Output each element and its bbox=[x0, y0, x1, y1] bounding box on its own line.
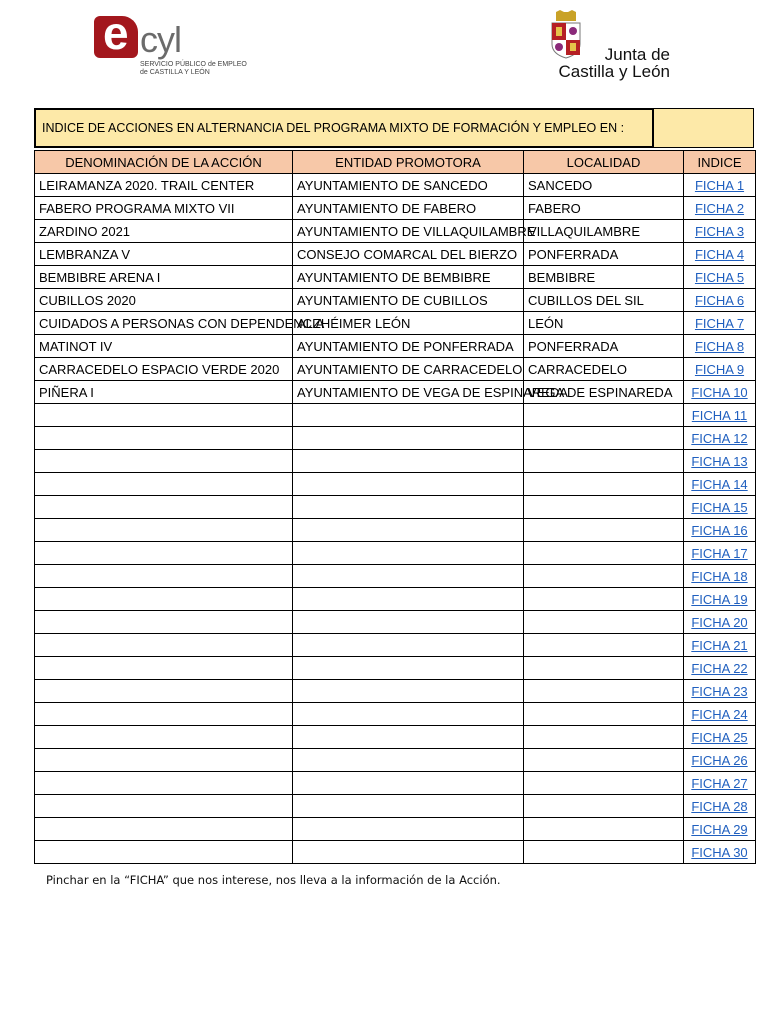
table-row bbox=[35, 680, 756, 703]
cell-denominacion bbox=[35, 519, 293, 542]
cell-denominacion: LEIRAMANZA 2020. TRAIL CENTER bbox=[35, 174, 293, 197]
cell-localidad bbox=[524, 450, 684, 473]
cell-denominacion: BEMBIBRE ARENA I bbox=[35, 266, 293, 289]
cell-entidad: AYUNTAMIENTO DE BEMBIBRE bbox=[293, 266, 524, 289]
cell-entidad: AYUNTAMIENTO DE FABERO bbox=[293, 197, 524, 220]
ficha-link[interactable]: FICHA 6 bbox=[694, 292, 745, 308]
cell-localidad bbox=[524, 657, 684, 680]
ecyl-logo bbox=[94, 7, 247, 84]
ficha-link[interactable]: FICHA 8 bbox=[694, 338, 745, 354]
ficha-link[interactable]: FICHA 3 bbox=[694, 223, 745, 239]
cell-denominacion bbox=[35, 450, 293, 473]
ficha-link[interactable]: FICHA 10 bbox=[691, 384, 748, 400]
table-row bbox=[35, 611, 756, 634]
header-localidad: LOCALIDAD bbox=[524, 151, 684, 174]
cell-denominacion bbox=[35, 611, 293, 634]
cell-indice bbox=[684, 220, 756, 243]
cell-denominacion bbox=[35, 542, 293, 565]
ficha-link[interactable]: FICHA 16 bbox=[691, 522, 748, 538]
table-row bbox=[35, 795, 756, 818]
cell-indice bbox=[684, 565, 756, 588]
ficha-link[interactable]: FICHA 24 bbox=[691, 706, 748, 722]
cell-indice bbox=[684, 427, 756, 450]
cell-denominacion: ZARDINO 2021 bbox=[35, 220, 293, 243]
cell-entidad: AYUNTAMIENTO DE VILLAQUILAMBRE bbox=[293, 220, 524, 243]
ficha-link[interactable]: FICHA 23 bbox=[691, 683, 748, 699]
cell-entidad bbox=[293, 404, 524, 427]
ecyl-logo-glyph: e bbox=[103, 7, 129, 59]
cell-localidad: VILLAQUILAMBRE bbox=[524, 220, 684, 243]
header-denominacion: DENOMINACIÓN DE LA ACCIÓN bbox=[35, 151, 293, 174]
table-row bbox=[35, 174, 756, 197]
cell-localidad bbox=[524, 795, 684, 818]
table-row bbox=[35, 381, 756, 404]
cell-localidad bbox=[524, 496, 684, 519]
table-row bbox=[35, 772, 756, 795]
cell-indice bbox=[684, 703, 756, 726]
cell-indice bbox=[684, 358, 756, 381]
ecyl-logo-word: cyl bbox=[140, 19, 181, 60]
cell-denominacion: CUIDADOS A PERSONAS CON DEPENDENCIA bbox=[35, 312, 293, 335]
ficha-link[interactable]: FICHA 25 bbox=[691, 729, 748, 745]
cell-indice bbox=[684, 174, 756, 197]
cell-entidad bbox=[293, 611, 524, 634]
cell-entidad: AYUNTAMIENTO DE SANCEDO bbox=[293, 174, 524, 197]
cell-entidad bbox=[293, 749, 524, 772]
junta-logo bbox=[538, 6, 678, 86]
table-row bbox=[35, 542, 756, 565]
table-row bbox=[35, 565, 756, 588]
cell-entidad bbox=[293, 473, 524, 496]
cell-localidad: PONFERRADA bbox=[524, 335, 684, 358]
cell-localidad bbox=[524, 841, 684, 864]
cell-indice bbox=[684, 289, 756, 312]
table-row bbox=[35, 726, 756, 749]
cell-localidad: CARRACEDELO bbox=[524, 358, 684, 381]
cell-entidad bbox=[293, 496, 524, 519]
cell-localidad bbox=[524, 519, 684, 542]
cell-denominacion bbox=[35, 565, 293, 588]
cell-entidad bbox=[293, 703, 524, 726]
cell-localidad bbox=[524, 427, 684, 450]
header-entidad: ENTIDAD PROMOTORA bbox=[293, 151, 524, 174]
cell-indice bbox=[684, 680, 756, 703]
cell-localidad: CUBILLOS DEL SIL bbox=[524, 289, 684, 312]
cell-indice bbox=[684, 749, 756, 772]
ficha-link[interactable]: FICHA 1 bbox=[694, 177, 745, 193]
cell-entidad: AYUNTAMIENTO DE CARRACEDELO bbox=[293, 358, 524, 381]
title-value-cell bbox=[654, 108, 754, 148]
cell-denominacion: MATINOT IV bbox=[35, 335, 293, 358]
ecyl-subtitle-line1: SERVICIO PÚBLICO de EMPLEO bbox=[140, 61, 247, 68]
cell-entidad bbox=[293, 450, 524, 473]
table-row bbox=[35, 266, 756, 289]
table-row bbox=[35, 519, 756, 542]
table-row bbox=[35, 703, 756, 726]
ficha-link[interactable]: FICHA 17 bbox=[691, 545, 748, 561]
cell-indice bbox=[684, 657, 756, 680]
junta-logo-text bbox=[540, 46, 680, 80]
table-header-row bbox=[35, 151, 756, 174]
cell-indice bbox=[684, 588, 756, 611]
cell-indice bbox=[684, 243, 756, 266]
ficha-link[interactable]: FICHA 29 bbox=[691, 821, 748, 837]
table-row bbox=[35, 197, 756, 220]
ficha-link[interactable]: FICHA 11 bbox=[691, 407, 748, 423]
ficha-link[interactable]: FICHA 4 bbox=[694, 246, 745, 262]
cell-denominacion bbox=[35, 427, 293, 450]
cell-localidad bbox=[524, 703, 684, 726]
cell-indice bbox=[684, 611, 756, 634]
page-title: INDICE DE ACCIONES EN ALTERNANCIA DEL PROGRAMA MIXTO DE FORMACIÓN Y EMPLEO EN : bbox=[34, 108, 654, 148]
table-row bbox=[35, 289, 756, 312]
ficha-link[interactable]: FICHA 22 bbox=[691, 660, 748, 676]
cell-entidad: CONSEJO COMARCAL DEL BIERZO bbox=[293, 243, 524, 266]
ficha-link[interactable]: FICHA 20 bbox=[691, 614, 748, 630]
cell-denominacion bbox=[35, 703, 293, 726]
cell-indice bbox=[684, 795, 756, 818]
title-row bbox=[34, 108, 754, 148]
ficha-link[interactable]: FICHA 2 bbox=[694, 200, 745, 216]
cell-indice bbox=[684, 634, 756, 657]
cell-entidad bbox=[293, 542, 524, 565]
cell-localidad bbox=[524, 818, 684, 841]
cell-indice bbox=[684, 818, 756, 841]
table-row bbox=[35, 450, 756, 473]
cell-entidad bbox=[293, 634, 524, 657]
cell-entidad: AYUNTAMIENTO DE CUBILLOS bbox=[293, 289, 524, 312]
ficha-link[interactable]: FICHA 9 bbox=[694, 361, 745, 377]
cell-localidad bbox=[524, 634, 684, 657]
cell-denominacion bbox=[35, 496, 293, 519]
junta-line1: Junta de bbox=[604, 45, 670, 64]
cell-entidad bbox=[293, 427, 524, 450]
cell-indice bbox=[684, 381, 756, 404]
ficha-link[interactable]: FICHA 21 bbox=[691, 637, 748, 653]
cell-localidad bbox=[524, 749, 684, 772]
cell-denominacion: CARRACEDELO ESPACIO VERDE 2020 bbox=[35, 358, 293, 381]
table-row bbox=[35, 404, 756, 427]
cell-denominacion bbox=[35, 726, 293, 749]
actions-index-table bbox=[34, 150, 756, 864]
cell-indice bbox=[684, 542, 756, 565]
table-row bbox=[35, 312, 756, 335]
table-row bbox=[35, 335, 756, 358]
cell-entidad bbox=[293, 818, 524, 841]
ficha-link[interactable]: FICHA 30 bbox=[691, 844, 748, 860]
cell-localidad: BEMBIBRE bbox=[524, 266, 684, 289]
cell-entidad bbox=[293, 588, 524, 611]
table-row bbox=[35, 496, 756, 519]
table-row bbox=[35, 841, 756, 864]
cell-denominacion bbox=[35, 588, 293, 611]
ficha-link[interactable]: FICHA 12 bbox=[691, 430, 748, 446]
table-row bbox=[35, 243, 756, 266]
cell-indice bbox=[684, 726, 756, 749]
cell-localidad: VEGA DE ESPINAREDA bbox=[524, 381, 684, 404]
header-indice: INDICE bbox=[684, 151, 756, 174]
cell-denominacion: LEMBRANZA V bbox=[35, 243, 293, 266]
ficha-link[interactable]: FICHA 15 bbox=[691, 499, 748, 515]
cell-entidad: AYUNTAMIENTO DE PONFERRADA bbox=[293, 335, 524, 358]
ficha-link[interactable]: FICHA 5 bbox=[694, 269, 745, 285]
cell-entidad: AYUNTAMIENTO DE VEGA DE ESPINAREDA bbox=[293, 381, 524, 404]
cell-entidad: ALZHÉIMER LEÓN bbox=[293, 312, 524, 335]
instruction-note: Pinchar en la “FICHA” que nos interese, nos lleva a la información de la Acción. bbox=[46, 873, 501, 887]
cell-indice bbox=[684, 266, 756, 289]
cell-entidad bbox=[293, 772, 524, 795]
cell-entidad bbox=[293, 565, 524, 588]
cell-localidad bbox=[524, 404, 684, 427]
ficha-link[interactable]: FICHA 26 bbox=[691, 752, 748, 768]
table-row bbox=[35, 588, 756, 611]
cell-denominacion: CUBILLOS 2020 bbox=[35, 289, 293, 312]
cell-localidad bbox=[524, 473, 684, 496]
cell-localidad: FABERO bbox=[524, 197, 684, 220]
cell-denominacion: FABERO PROGRAMA MIXTO VII bbox=[35, 197, 293, 220]
cell-denominacion bbox=[35, 795, 293, 818]
ficha-link[interactable]: FICHA 19 bbox=[691, 591, 748, 607]
cell-localidad: SANCEDO bbox=[524, 174, 684, 197]
cell-localidad: PONFERRADA bbox=[524, 243, 684, 266]
cell-localidad: LEÓN bbox=[524, 312, 684, 335]
cell-entidad bbox=[293, 519, 524, 542]
ficha-link[interactable]: FICHA 14 bbox=[691, 476, 748, 492]
cell-entidad bbox=[293, 680, 524, 703]
cell-localidad bbox=[524, 588, 684, 611]
ficha-link[interactable]: FICHA 13 bbox=[691, 453, 748, 469]
cell-denominacion bbox=[35, 749, 293, 772]
table-row bbox=[35, 358, 756, 381]
cell-indice bbox=[684, 335, 756, 358]
table-row bbox=[35, 473, 756, 496]
cell-localidad bbox=[524, 542, 684, 565]
cell-denominacion bbox=[35, 634, 293, 657]
cell-denominacion bbox=[35, 657, 293, 680]
ficha-link[interactable]: FICHA 28 bbox=[691, 798, 748, 814]
cell-entidad bbox=[293, 795, 524, 818]
cell-indice bbox=[684, 473, 756, 496]
cell-indice bbox=[684, 841, 756, 864]
cell-indice bbox=[684, 519, 756, 542]
cell-indice bbox=[684, 197, 756, 220]
cell-indice bbox=[684, 496, 756, 519]
cell-denominacion bbox=[35, 841, 293, 864]
ecyl-subtitle-line2: de CASTILLA Y LEÓN bbox=[140, 69, 210, 76]
cell-indice bbox=[684, 312, 756, 335]
cell-denominacion bbox=[35, 772, 293, 795]
cell-denominacion bbox=[35, 680, 293, 703]
cell-entidad bbox=[293, 657, 524, 680]
cell-indice bbox=[684, 450, 756, 473]
cell-localidad bbox=[524, 680, 684, 703]
cell-denominacion bbox=[35, 404, 293, 427]
table-row bbox=[35, 657, 756, 680]
ficha-link[interactable]: FICHA 18 bbox=[691, 568, 748, 584]
cell-localidad bbox=[524, 726, 684, 749]
junta-line2: Castilla y León bbox=[558, 62, 670, 81]
cell-indice bbox=[684, 404, 756, 427]
table-row bbox=[35, 634, 756, 657]
cell-denominacion bbox=[35, 818, 293, 841]
cell-denominacion: PIÑERA I bbox=[35, 381, 293, 404]
table-row bbox=[35, 220, 756, 243]
cell-indice bbox=[684, 772, 756, 795]
table-row bbox=[35, 427, 756, 450]
ecyl-logo-subtitle bbox=[140, 61, 247, 77]
cell-localidad bbox=[524, 772, 684, 795]
ficha-link[interactable]: FICHA 27 bbox=[691, 775, 748, 791]
ficha-link[interactable]: FICHA 7 bbox=[694, 315, 745, 331]
cell-localidad bbox=[524, 611, 684, 634]
ecyl-logo-mark bbox=[94, 7, 138, 59]
cell-localidad bbox=[524, 565, 684, 588]
cell-denominacion bbox=[35, 473, 293, 496]
cell-entidad bbox=[293, 726, 524, 749]
table-row bbox=[35, 818, 756, 841]
table-row bbox=[35, 749, 756, 772]
cell-entidad bbox=[293, 841, 524, 864]
